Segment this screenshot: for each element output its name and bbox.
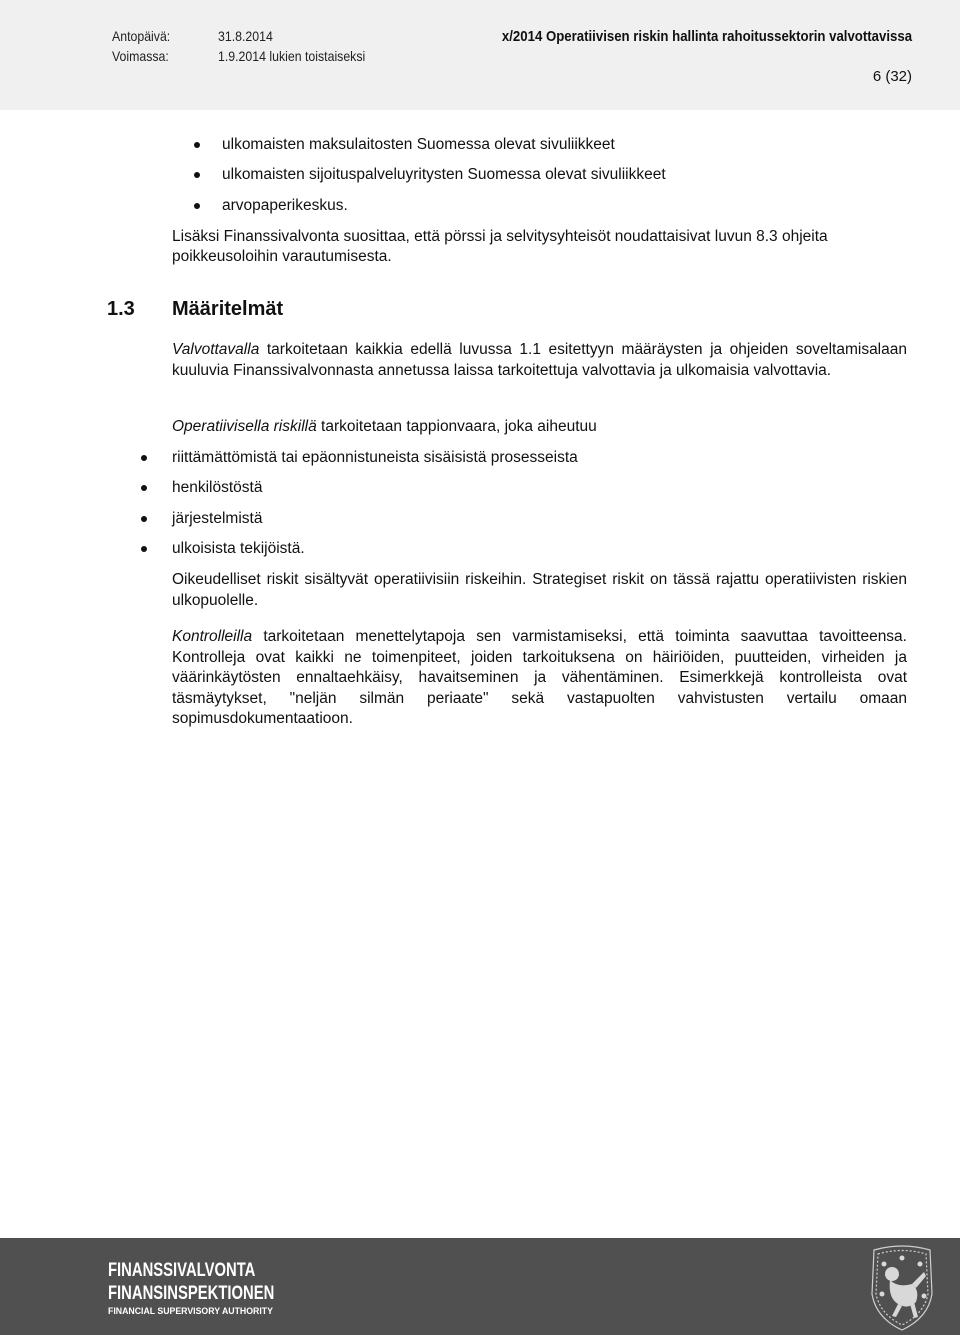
definition-operational-risk	[172, 417, 907, 438]
legal-strategic-risk-paragraph: Oikeudelliset riskit sisältyvät operatiivisiin riskeihin. Strategiset riskit on tässä rajattu operatiivisten riskien ulkopuolelle.	[172, 571, 907, 609]
section-title: Määritelmät	[172, 298, 284, 320]
document-footer	[0, 1238, 960, 1335]
logo-line-finnish: FINANSSIVALVONTA	[108, 1260, 256, 1281]
bullet-icon	[194, 142, 200, 148]
valid-from-label: Voimassa:	[112, 48, 169, 64]
definition-supervised-entity	[172, 340, 907, 381]
definition-text: tarkoitetaan tappionvaara, joka aiheutuu	[316, 418, 597, 435]
document-header	[0, 0, 960, 110]
bullet-icon	[194, 203, 200, 209]
valid-from: 1.9.2014 lukien toistaiseksi	[218, 48, 366, 64]
lion-emblem-icon	[862, 1244, 942, 1332]
list-item: järjestelmistä	[172, 510, 263, 527]
list-item: henkilöstöstä	[172, 479, 263, 496]
paragraph-line: Lisäksi Finanssivalvonta suosittaa, että pörssi ja selvitysyhteisöt noudattaisivat luvun 8.3 ohjeita	[172, 228, 828, 245]
definition-controls	[172, 627, 907, 730]
list-item: riittämättömistä tai epäonnistuneista sisäisistä prosesseista	[172, 449, 578, 466]
definition-text: tarkoitetaan menettelytapoja sen varmistamiseksi, että toiminta saavuttaa tavoitteensa. Kontrolleja ovat kaikki ne toimenpiteet, joiden tarkoituksena on häiriöiden, puutteiden, virheiden ja väärinkäytösten ennaltaehkäisy, havaitseminen ja vähentäminen. Esimerkkejä kontrolleista ovat täsmäytykset, "neljän silmän periaate" sekä vastapuolten vahvistusten vertailu omaan sopimusdokumentaatioon.	[172, 628, 907, 727]
defined-term: Operatiivisella riskillä	[172, 418, 317, 435]
list-item: ulkomaisten maksulaitosten Suomessa olevat sivuliikkeet	[222, 136, 615, 153]
issue-date: 31.8.2014	[218, 28, 273, 44]
bullet-icon	[194, 172, 200, 178]
bullet-icon	[141, 516, 147, 522]
logo-line-english: FINANCIAL SUPERVISORY AUTHORITY	[108, 1306, 273, 1317]
defined-term: Kontrolleilla	[172, 628, 253, 645]
bullet-icon	[141, 455, 147, 461]
section-number: 1.3	[107, 298, 135, 320]
issue-date-label: Antopäivä:	[112, 28, 171, 44]
list-item: arvopaperikeskus.	[222, 197, 348, 214]
defined-term: Valvottavalla	[172, 341, 260, 358]
logo-line-swedish: FINANSINSPEKTIONEN	[108, 1283, 275, 1304]
definition-text: tarkoitetaan kaikkia edellä luvussa 1.1 esitettyyn määräysten ja ohjeiden soveltamisalaan kuuluvia Finanssivalvonnasta annetussa laissa tarkoitettuja valvottavia ja ulkomaisia valvottavia.	[172, 341, 907, 379]
paragraph-line: poikkeusoloihin varautumisesta.	[172, 248, 392, 265]
bullet-icon	[141, 546, 147, 552]
bullet-icon	[141, 485, 147, 491]
document-title: x/2014 Operatiivisen riskin hallinta rahoitussektorin valvottavissa	[501, 28, 912, 45]
list-item: ulkomaisten sijoituspalveluyritysten Suomessa olevat sivuliikkeet	[222, 166, 666, 183]
list-item: ulkoisista tekijöistä.	[172, 540, 305, 557]
page-number: 6 (32)	[872, 68, 912, 85]
